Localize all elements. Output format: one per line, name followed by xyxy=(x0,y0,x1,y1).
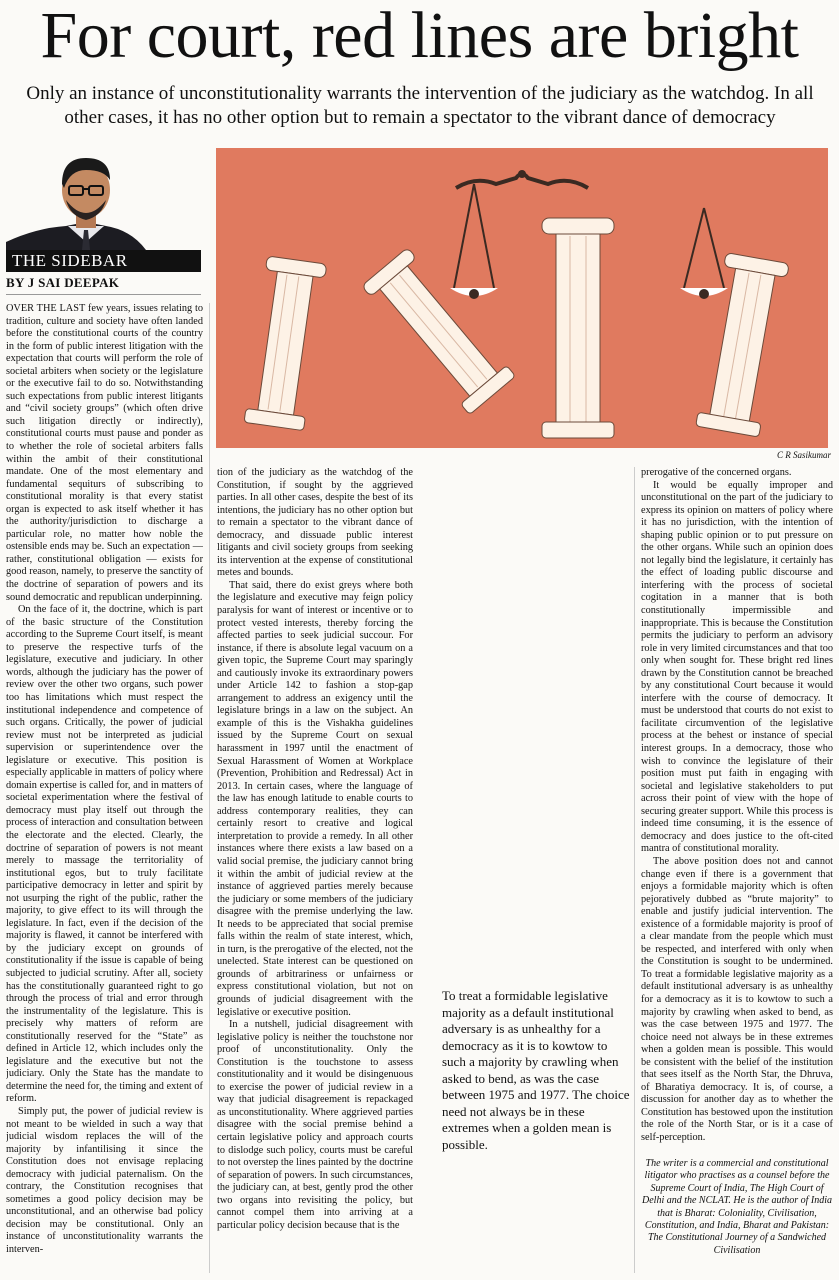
illustration-credit: C R Sasikumar xyxy=(777,450,831,460)
paragraph: Simply put, the power of judicial review is not meant to be wielded in such a way that judicial wisdom replaces the will of the majority by infantilising it since the Constitution does not envisage replacing democracy with judicial paternalism. On the contrary, the Constitution recognises that sometimes a good policy decision may be unconstitutional, and an otherwise bad policy decision may be constitutional. Only an instance of unconstitutionality warrants the interven- xyxy=(6,1106,203,1256)
column-label: THE SIDEBAR xyxy=(6,250,201,272)
paragraph: It would be equally improper and unconstitutional on the part of the judiciary to express its opinion on matters of policy where it has no jurisdiction, with the intention of shaping public opinion or to put pressure on the other organs. While such an opinion does not legally bind the legislature, it certainly has the effect of loading public discourse and interfering with the process of societal cogitation in a manner that is both constitutionally impermissible and inappropriate. This is because the Constitution permits the judiciary to perform an advisory role in very limited circumstances and that too only when sought for. These bright red lines drawn by the Constitution cannot be breached by any constitutional Court because it would interfere with the course of democracy. It must be understood that courts do not exist to facilitate circumvention of the legislative process at the behest or instance of special interest groups. In a democracy, those who wish to convince the legislature of their position must put faith in engaging with societal and legislative stakeholders to put across their point of view with the hope of securing greater support. While this process is indeed time consuming, it is the essence of democracy and does justice to the oft-cited mantra of constitutional morality. xyxy=(641,479,833,855)
paragraph: prerogative of the concerned organs. xyxy=(641,467,792,478)
paragraph: On the face of it, the doctrine, which is part of the basic structure of the Constitution according to the Supreme Court itself, is meant to preserve the respective turfs of the legislature, executive and judiciary. In other words, although the judiciary has the power of review over the other two organs, such power too has limitations which must respect the institutional independence and competence of such organs. Critically, the power of judicial review must not be interpreted as judicial supervision or superintendence over the legislature or executive. This position is especially applicable in matters of policy where domain expertise is called for, and in matters of societal experimentation where the festival of democracy must play itself out through the process of interaction and consultation between the electorate and the elected. Clearly, the doctrine of separation of powers is not meant merely to massage the territoriality of institutional egos, but to truly facilitate participative democracy in letter and spirit by not usurping the right of the public, rather the majority, to give effect to its will through the legislature. In fact, even if the decision of the majority is flawed, it cannot be interfered with by the judiciary except on grounds of constitutionality if the issue is capable of being subjected to judicial scrutiny. After all, society has the constitutionally guaranteed right to go through the process of trial and error through the instrumentality of the legislature. This is precisely why matters of reform are constitutionally reserved for the “State” as defined in Article 12, which includes only the legislature and the executive but not the judiciary. Only the State has the mandate to determine the need for, the timing and extent of reform. xyxy=(6,604,203,1105)
byline-divider xyxy=(6,294,201,295)
illustration xyxy=(216,148,828,448)
paragraph: That said, there do exist greys where both the legislature and executive may feign policy paralysis for want of interest or incentive or to protect vested interests, thereby forcing the affected parties to seek judicial succour. For instance, if there is absolute legal vacuum on a given topic, the Supreme Court may sparingly and cautiously invoke its extraordinary powers under Article 142 to fashion a stop-gap arrangement to address an exigency until the legislature brings in a law on the subject. An example of this is the Vishakha guidelines issued by the Supreme Court on sexual harassment in 1997 until the enactment of Sexual Harassment of Women at Workplace (Prevention, Prohibition and Redressal) Act in 2013. In certain cases, where the language of the law has enough latitude to enable courts to address contemporary realities, they can certainly resort to creative and logical interpretation to provide a remedy. In all other instances where there exists a law based on a valid social premise, the judiciary cannot bring it within the ambit of judicial review at the instance of aggrieved parties merely because the judiciary or some members of the judiciary disagree with the premise underlying the law. It needs to be appreciated that social premise falls within the realm of state interest, which, in turn, is the prerogative of the elected, not the unelected. State interest can be questioned on grounds of arbitrariness or unfairness or express constitutional violation, but not on grounds of judicial disagreement with the legislative or executive position. xyxy=(217,579,413,1018)
paragraph: OVER THE LAST few years, issues relating to tradition, culture and society have often landed before the constitutional courts of the country in the form of public interest litigation with the expectation that courts will perform the role of societal arbiters when society or the legislature or the executive fail to do so. Notwithstanding such expectations from public interest litigants and “civil society groups” (which often drive such litigation directly or indirectly), constitutional courts must pause and ponder as to whether the role of societal arbiters falls within the ambit of their constitutional mandate. One of the most elementary and fundamental sequiturs of subscribing to constitutional morality is that every statist organ is expected to ask itself whether it has the authority/jurisdiction to discharge a particular role, no matter how noble the ostensible ends may be. Such an expectation — rather, constitutional obligation — exists for good reason, namely, to preserve the sanctity of the doctrine of separation of powers and its sound democratic and republican underpinning. xyxy=(6,303,203,603)
author-photo xyxy=(6,150,201,250)
paragraph: The above position does not and cannot change even if there is a government that enjoys a formidable majority which is often pejoratively dubbed as “brute majority” to enable and justify judicial intervention. The existence of a formidable majority is proof of a clear mandate from the people which must be respected, and interfered with only when the Constitution is sought to be undermined. To treat a formidable legislative majority as a default institutional adversary is as unhealthy for a democracy as it is to kowtow to such a majority by crawling when asked to bend, as was the case between 1975 and 1977. The choice need not always be in these extremes when a golden mean is possible. This would be consistent with the belief of the institution that sees itself as the North Star, the Dhruva, of Bharatiya democracy. It is, of course, a discussion for another day as to whether the Constitution has bestowed upon the institution the role of the North Star, or is it a case of self-perception. xyxy=(641,855,833,1143)
paragraph: In a nutshell, judicial disagreement with legislative policy is neither the touchstone nor proof of unconstitutionality. Only the Constitution is the touchstone to assess constitutionality and it would be disingenuous to exercise the power of judicial review in a way that judicial disagreement is repackaged as unconstitutionality. Where aggrieved parties disagree with the social premise behind a certain legislative policy and approach courts to dislodge such policy, courts must be careful to not overstep the lines painted by the doctrine of separation of powers. In such circumstances, the judiciary can, at best, gently prod the other two organs into revisiting the policy, but cannot compel them into arriving at a particular policy decision because that is the xyxy=(217,1019,413,1231)
column-divider xyxy=(634,467,635,1273)
body-column-3 xyxy=(641,467,833,1147)
body-column-1 xyxy=(6,303,203,1273)
body-column-2 xyxy=(217,467,413,1275)
byline: BY J SAI DEEPAK xyxy=(6,275,120,290)
standfirst: Only an instance of unconstitutionality warrants the intervention of the judiciary as the watchdog. In all other cases, it has no other option but to remain a spectator to the vibrant dance of democracy xyxy=(26,83,814,128)
paragraph: tion of the judiciary as the watchdog of the Constitution, if sought by the aggrieved parties. In all other cases, despite the best of its intentions, the judiciary has no other option but to remain a spectator to the vibrant dance of democracy, and dissuade public interest litigants and civil society groups from seeking its intervention at the expense of constitutional metes and bounds. xyxy=(217,467,413,579)
pull-quote: To treat a formidable legislative majority as a default institutional adversary is as unhealthy for a democracy as it is to kowtow to such a majority by crawling when asked to bend, as was the case between 1975 and 1977. The choice need not always be in these extremes when a golden mean is possible. xyxy=(442,988,630,1152)
column-divider xyxy=(209,303,210,1273)
author-bio: The writer is a commercial and constitutional litigator who practises as a counsel before the Supreme Court of India, The High Court of Delhi and the NCLAT. He is the author of India that is Bharat: Coloniality, Civilisation, Constitution, and India, Bharat and Pakistan: The Constitutional Journey of a Sandwiched Civilisation xyxy=(642,1158,832,1256)
headline: For court, red lines are bright xyxy=(40,0,799,72)
